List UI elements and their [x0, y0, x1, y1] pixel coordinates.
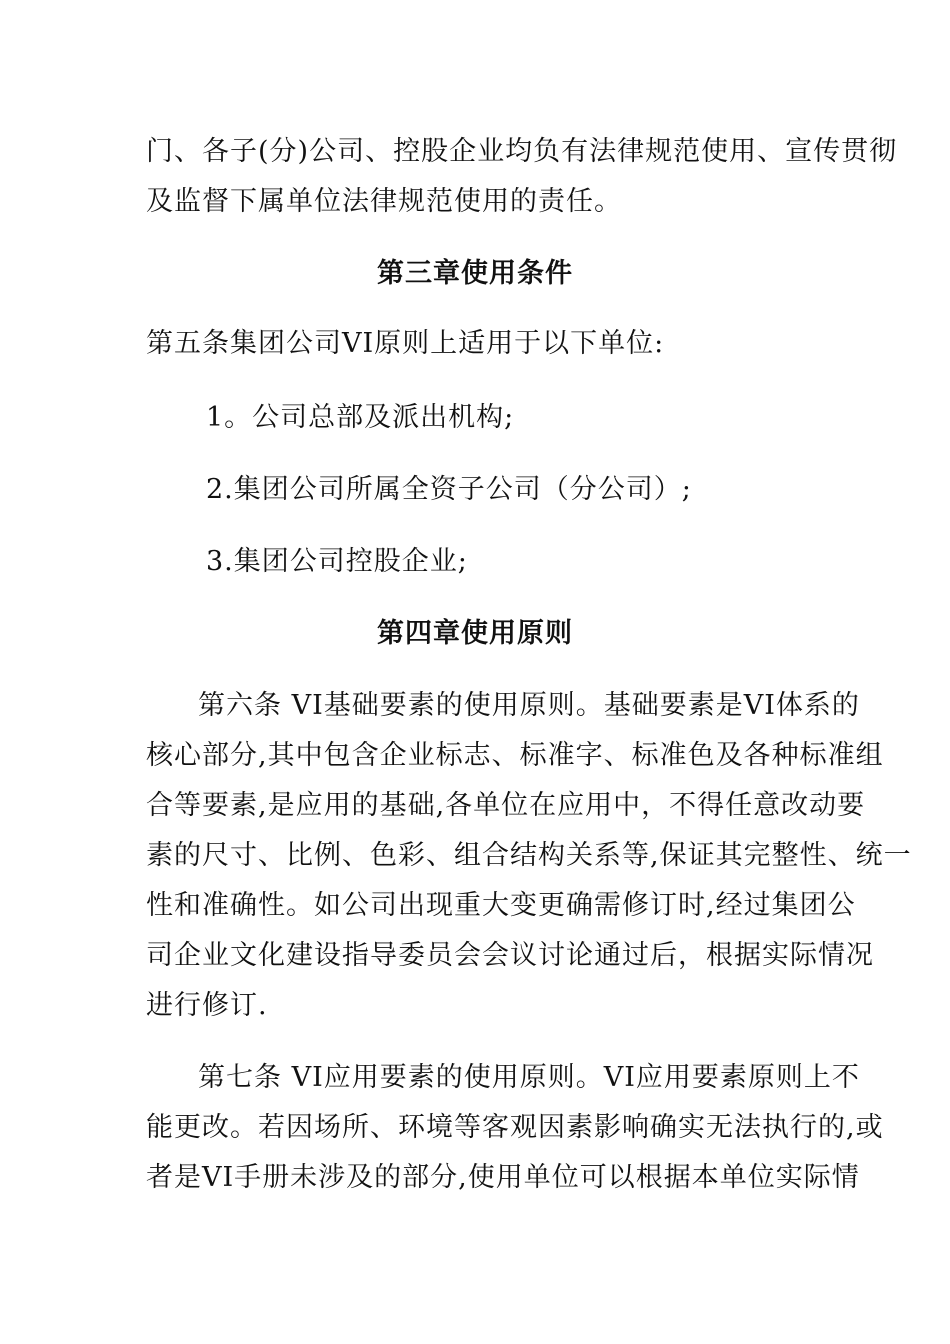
article-6-line: 进行修订.	[146, 990, 268, 1021]
article-6-line: 合等要素,是应用的基础,各单位在应用中，不得任意改动要	[146, 790, 866, 821]
list-item: 2.集团公司所属全资子公司（分公司）;	[206, 474, 692, 505]
article-6-line: 核心部分,其中包含企业标志、标准字、标准色及各种标准组	[146, 740, 884, 771]
article-6-line: 素的尺寸、比例、色彩、组合结构关系等,保证其完整性、统一	[146, 840, 912, 871]
article-6-line: 第六条 VI基础要素的使用原则。基础要素是VI体系的	[198, 690, 860, 721]
paragraph-line: 及监督下属单位法律规范使用的责任。	[146, 186, 622, 217]
list-item: 1。公司总部及派出机构;	[206, 402, 515, 433]
list-item: 3.集团公司控股企业;	[206, 546, 468, 577]
chapter-3-title: 第三章使用条件	[377, 258, 573, 289]
article-7-line: 第七条 VI应用要素的使用原则。VI应用要素原则上不	[198, 1062, 860, 1093]
article-6-line: 性和准确性。如公司出现重大变更确需修订时,经过集团公	[146, 890, 856, 921]
article-6-line: 司企业文化建设指导委员会会议讨论通过后，根据实际情况	[146, 940, 874, 971]
article-7-line: 者是VI手册未涉及的部分,使用单位可以根据本单位实际情	[146, 1162, 860, 1193]
article-5-text: 第五条集团公司VI原则上适用于以下单位:	[146, 328, 665, 359]
paragraph-line: 门、各子(分)公司、控股企业均负有法律规范使用、宣传贯彻	[146, 136, 898, 167]
article-7-line: 能更改。若因场所、环境等客观因素影响确实无法执行的,或	[146, 1112, 884, 1143]
chapter-4-title: 第四章使用原则	[377, 618, 573, 649]
